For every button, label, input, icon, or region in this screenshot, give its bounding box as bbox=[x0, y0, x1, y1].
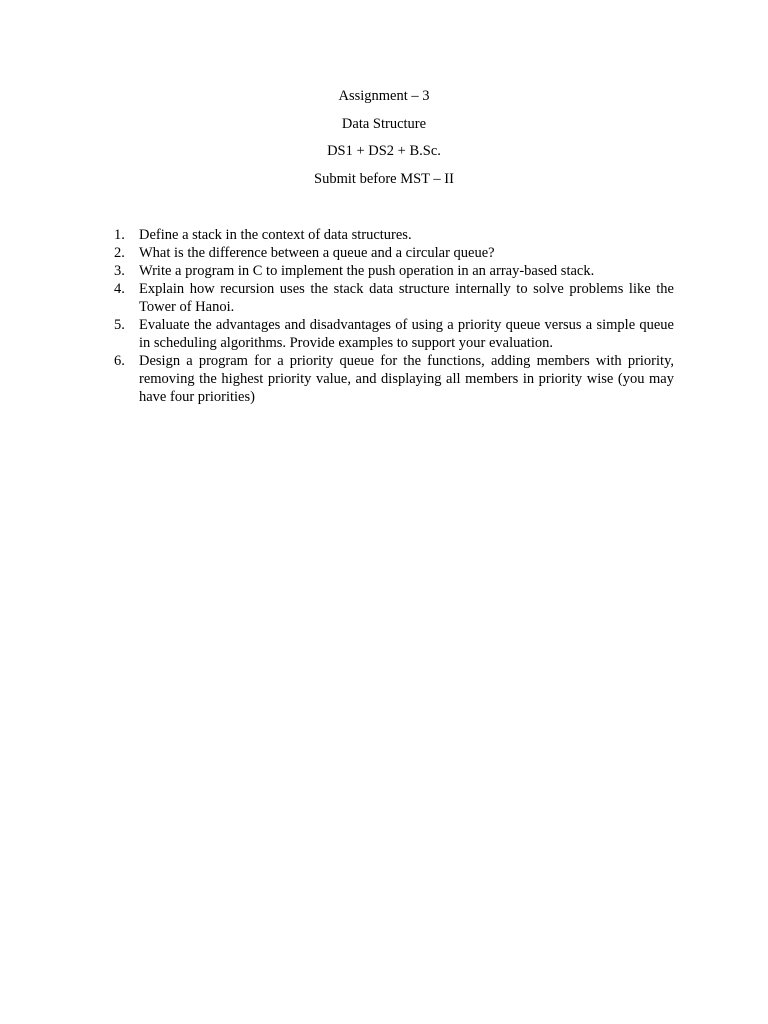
document-header bbox=[0, 86, 768, 196]
question-item bbox=[114, 262, 674, 280]
question-item bbox=[114, 226, 674, 244]
question-number: 5. bbox=[114, 317, 125, 333]
question-item bbox=[114, 316, 674, 352]
question-number: 1. bbox=[114, 227, 125, 243]
question-text: Explain how recursion uses the stack data structure internally to solve problems like the Tower of Hanoi. bbox=[139, 281, 674, 315]
question-text: Evaluate the advantages and disadvantages of using a priority queue versus a simple queue in scheduling algorithms. Provide examples to support your evaluation. bbox=[139, 317, 674, 351]
question-number: 6. bbox=[114, 353, 125, 369]
assignment-title: Assignment – 3 bbox=[338, 88, 430, 104]
question-list bbox=[114, 226, 674, 406]
question-number: 4. bbox=[114, 281, 125, 297]
question-number: 3. bbox=[114, 263, 125, 279]
question-text: Design a program for a priority queue for the functions, adding members with priority, removing the highest priority value, and displaying all members in priority wise (you may have four priorities) bbox=[139, 353, 674, 405]
question-item bbox=[114, 280, 674, 316]
class-sections: DS1 + DS2 + B.Sc. bbox=[327, 143, 441, 159]
question-text: Write a program in C to implement the push operation in an array-based stack. bbox=[139, 263, 595, 279]
question-item bbox=[114, 244, 674, 262]
question-text: Define a stack in the context of data structures. bbox=[139, 227, 412, 243]
question-item bbox=[114, 352, 674, 406]
subject-title: Data Structure bbox=[341, 115, 427, 132]
question-text: What is the difference between a queue and a circular queue? bbox=[139, 245, 495, 261]
question-number: 2. bbox=[114, 245, 125, 261]
submission-deadline: Submit before MST – II bbox=[314, 170, 454, 187]
